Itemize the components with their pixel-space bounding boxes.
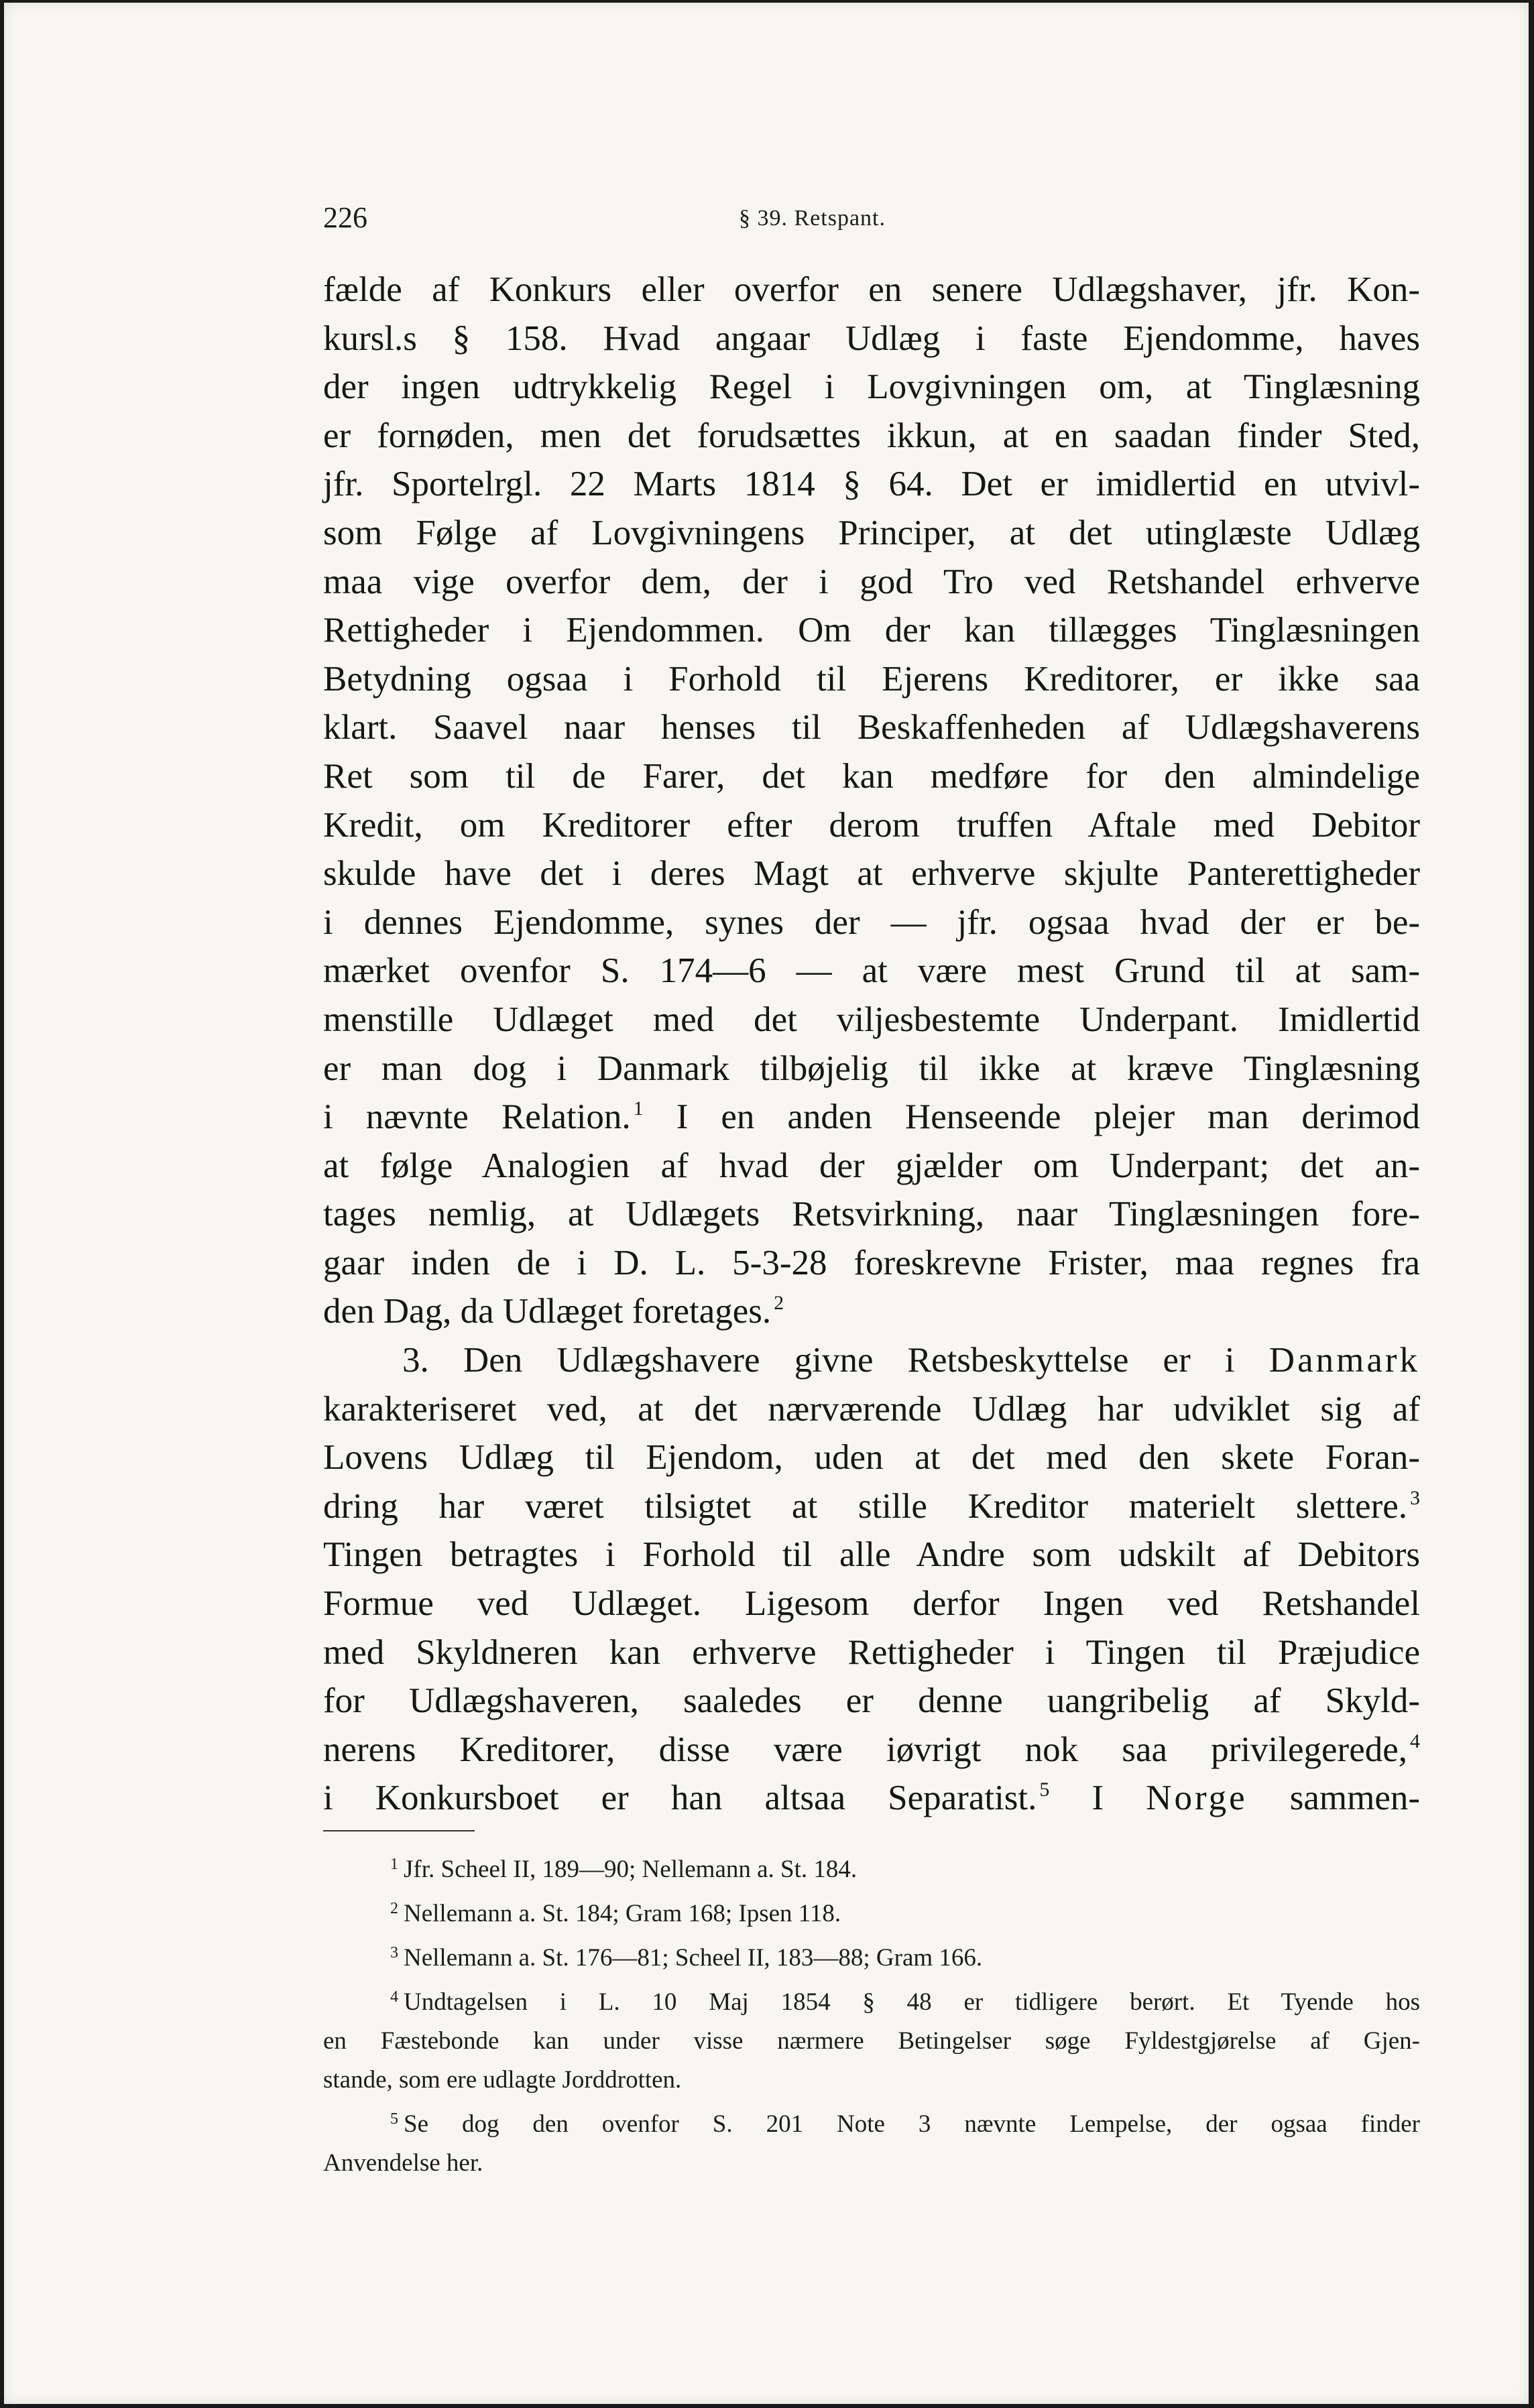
footnote-1 (323, 1845, 1420, 1889)
text-line: Lovens Udlæg til Ejendom, uden at det med den skete Foran- (323, 1438, 1420, 1478)
text-line: med Skyldneren kan erhverve Rettigheder i Tingen til Præjudice (323, 1632, 1420, 1672)
text-line: klart. Saavel naar henses til Beskaffenheden af Udlægshaverens (323, 708, 1420, 747)
footnote-marker: 3 (390, 1944, 398, 1962)
text-line: Tingen betragtes i Forhold til alle Andre som udskilt af Debitors (323, 1535, 1420, 1575)
text-line (323, 1287, 1420, 1336)
text-line: i dennes Ejendomme, synes der — jfr. ogsaa hvad der er be- (323, 902, 1420, 942)
text-segment: I en anden Henseende plejer man derimod (676, 1097, 1420, 1137)
text-line: er man dog i Danmark tilbøjelig til ikke at kræve Tinglæsning (323, 1048, 1420, 1088)
text-line: karakteriseret ved, at det nærværende Udlæg har udviklet sig af (323, 1389, 1420, 1429)
text-line (323, 1726, 1420, 1774)
running-head (323, 201, 1168, 235)
text-line (323, 1482, 1420, 1531)
text-line: Betydning ogsaa i Forhold til Ejerens Kreditorer, er ikke saa (323, 659, 1420, 699)
spaced-word: Danmark (1268, 1341, 1420, 1380)
section-title: § 39. Retspant. (739, 206, 886, 231)
footnote-text: Jfr. Scheel II, 189—90; Nellemann a. St. 184. (404, 1856, 858, 1883)
page-number: 226 (323, 201, 367, 234)
text-line: menstille Udlæget med det viljesbestemte Underpant. Imidlertid (323, 1000, 1420, 1039)
body-text (323, 265, 1420, 1823)
text-segment: i nævnte Relation. (323, 1097, 631, 1137)
text-line: Formue ved Udlæget. Ligesom derfor Ingen ved Retshandel (323, 1584, 1420, 1624)
footnote-3 (323, 1933, 1420, 1978)
footnotes (323, 1845, 1420, 2183)
footnote-marker: 5 (390, 2110, 398, 2128)
text-segment: i Konkursboet er han altsaa Separatist. (323, 1779, 1037, 1818)
text-line: som Følge af Lovgivningens Principer, at det utinglæste Udlæg (323, 513, 1420, 552)
footnote-2 (323, 1889, 1420, 1933)
text-segment: dring har været tilsigtet at stille Kreditor materielt slettere. (323, 1486, 1407, 1526)
text-line (323, 1336, 1420, 1385)
footnote-marker: 2 (390, 1900, 398, 1917)
footnote-marker: 4 (390, 1988, 398, 2006)
footnote-ref: 4 (1410, 1730, 1420, 1752)
footnote-marker: 1 (390, 1856, 398, 1873)
text-segment: I (1092, 1779, 1104, 1818)
text-line: Rettigheder i Ejendommen. Om der kan tillægges Tinglæsningen (323, 611, 1420, 650)
text-line: mærket ovenfor S. 174—6 — at være mest Grund til at sam- (323, 951, 1420, 991)
text-line: for Udlægshaveren, saaledes er denne uangribelig af Skyld- (323, 1681, 1420, 1721)
text-line: at følge Analogien af hvad der gjælder om Underpant; det an- (323, 1146, 1420, 1185)
text-line: Ret som til de Farer, det kan medføre for den almindelige (323, 756, 1420, 796)
text-segment: den Dag, da Udlæget foretages. (323, 1292, 772, 1331)
text-line: skulde have det i deres Magt at erhverve skjulte Panterettigheder (323, 854, 1420, 894)
text-line: Kredit, om Kreditorer efter derom truffen Aftale med Debitor (323, 805, 1420, 845)
text-segment: 3. Den Udlægshavere givne Retsbeskyttelse er i (402, 1341, 1235, 1380)
footnote-ref: 5 (1039, 1779, 1050, 1801)
text-line (323, 1093, 1420, 1142)
footnote-text: en Fæstebonde kan under visse nærmere Betingelser søge Fyldestgjørelse af Gjen- (323, 2027, 1420, 2055)
text-segment: nerens Kreditorer, disse være iøvrigt nok saa privilegerede, (323, 1730, 1407, 1769)
text-line (323, 1774, 1420, 1823)
footnote-text: Nellemann a. St. 176—81; Scheel II, 183—88; Gram 166. (404, 1944, 983, 1972)
text-line: kursl.s § 158. Hvad angaar Udlæg i faste Ejendomme, haves (323, 318, 1420, 358)
footnote-ref: 1 (633, 1097, 644, 1120)
text-line: fælde af Konkurs eller overfor en senere Udlægshaver, jfr. Kon- (323, 270, 1420, 309)
footnote-ref: 2 (774, 1292, 784, 1315)
text-line: jfr. Sportelrgl. 22 Marts 1814 § 64. Det er imidlertid en utvivl- (323, 465, 1420, 504)
footnote-text: Se dog den ovenfor S. 201 Note 3 nævnte Lempelse, der ogsaa finder (404, 2110, 1420, 2138)
footnote-text: stande, som ere udlagte Jorddrotten. (323, 2066, 682, 2094)
text-line: gaar inden de i D. L. 5-3-28 foreskrevne Frister, maa regnes fra (323, 1243, 1420, 1282)
text-line: tages nemlig, at Udlægets Retsvirkning, naar Tinglæsningen fore- (323, 1195, 1420, 1234)
text-line: der ingen udtrykkelig Regel i Lovgivningen om, at Tinglæsning (323, 367, 1420, 407)
book-page (4, 3, 1529, 2404)
text-line: er fornøden, men det forudsættes ikkun, at en saadan finder Sted, (323, 416, 1420, 455)
footnote-4 (323, 1978, 1420, 2100)
footnote-ref: 3 (1410, 1486, 1420, 1509)
footnote-rule (323, 1830, 475, 1831)
text-line: maa vige overfor dem, der i god Tro ved Retshandel erhverve (323, 562, 1420, 601)
footnote-text: Anvendelse her. (323, 2149, 483, 2177)
text-segment: sammen- (1289, 1779, 1421, 1818)
footnote-5 (323, 2100, 1420, 2183)
footnote-text: Undtagelsen i L. 10 Maj 1854 § 48 er tidligere berørt. Et Tyende hos (404, 1988, 1420, 2016)
footnote-text: Nellemann a. St. 184; Gram 168; Ipsen 118. (404, 1900, 841, 1927)
spaced-word: Norge (1146, 1779, 1248, 1818)
